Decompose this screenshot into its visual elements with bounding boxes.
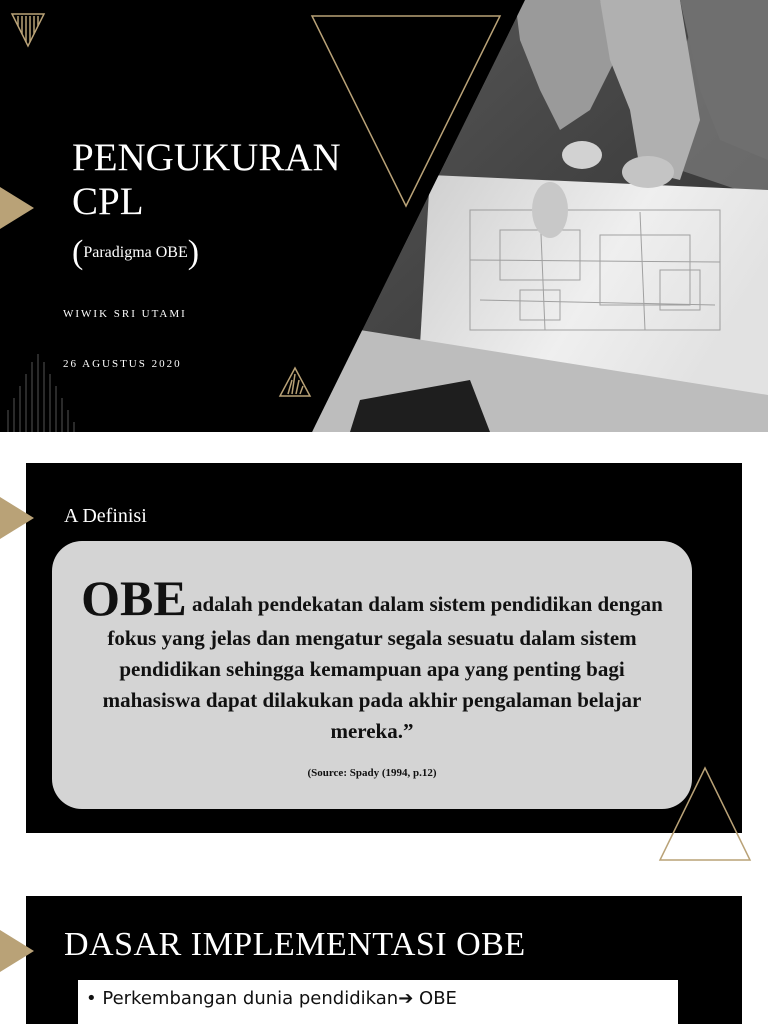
definition-box (52, 541, 692, 809)
definition-source: (Source: Spady (1994, p.12) (307, 767, 437, 779)
bullet-target: OBE (419, 988, 457, 1009)
arrow-right-icon: ➔ (398, 988, 414, 1009)
hatched-small-triangle-icon (278, 366, 312, 398)
definition-slide (26, 463, 742, 833)
presentation-title: PENGUKURAN CPL (72, 136, 341, 223)
definition-text (72, 570, 672, 747)
author-name: WIWIK SRI UTAMI (63, 308, 187, 320)
slide-heading: A Definisi (64, 505, 147, 527)
subtitle-open-paren: ( (72, 234, 84, 271)
definition-body: adalah pendekatan dalam sistem pendidikan dengan fokus yang jelas dan mengatur segala sesuatu dalam sistem pendidikan sehingga kemampuan apa yang penting bagi mahasiswa dapat dilakukan pada akhir pengalaman belajar mereka.” (102, 592, 663, 743)
outline-triangle-icon (658, 766, 752, 862)
implementation-slide (26, 896, 742, 1024)
title-slide (0, 0, 768, 432)
slide-heading: DASAR IMPLEMENTASI OBE (64, 926, 526, 963)
bullet-text: Perkembangan dunia pendidikan (102, 988, 399, 1009)
gold-triangle-pointer-icon (0, 187, 36, 229)
bullet-item (86, 988, 457, 1009)
content-box (78, 980, 678, 1024)
gold-triangle-pointer-icon (0, 497, 36, 539)
presentation-date: 26 AGUSTUS 2020 (63, 358, 182, 370)
bullet-marker: • (86, 988, 97, 1009)
gold-triangle-pointer-icon (0, 930, 36, 972)
definition-term: OBE (81, 570, 187, 626)
subtitle-text: Paradigma OBE (83, 244, 188, 261)
subtitle-close-paren: ) (187, 234, 200, 271)
hatched-triangle-icon (10, 12, 46, 48)
presentation-subtitle (72, 234, 199, 272)
